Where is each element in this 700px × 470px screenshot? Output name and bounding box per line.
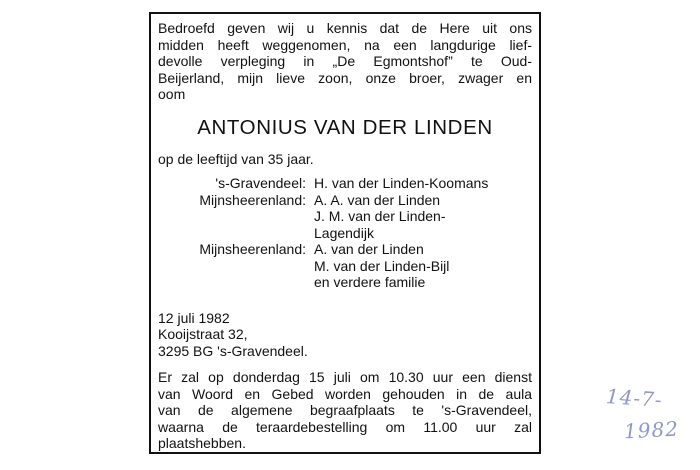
relative-place xyxy=(158,225,306,242)
relative-name: H. van der Linden-Koomans xyxy=(314,175,489,191)
relative-name: A. A. van der Linden xyxy=(314,191,441,208)
relative-place xyxy=(158,258,306,275)
funeral-paragraph xyxy=(158,369,532,452)
relative-name: en verdere familie xyxy=(314,274,426,290)
handwritten-date-line2: 1982 xyxy=(623,416,680,444)
intro-paragraph xyxy=(158,20,532,103)
notice-date: 12 juli 1982 xyxy=(158,309,230,326)
funeral-line: waarna de teraardebestelling om 11.00 uur zal xyxy=(158,418,532,435)
relative-name: M. van der Linden-Bijl xyxy=(314,257,450,274)
funeral-line: plaatshebben. xyxy=(158,435,246,451)
relative-place: Mijnsheerenland: xyxy=(199,191,306,208)
handwritten-date-line1: 14-7- xyxy=(605,384,664,412)
death-notice xyxy=(149,12,541,454)
intro-line: oom xyxy=(158,86,186,102)
relative-name: A. van der Linden xyxy=(314,241,424,257)
funeral-line: Er zal op donderdag 15 juli om 10.30 uur een dienst xyxy=(158,369,532,385)
age-line: op de leeftijd van 35 jaar. xyxy=(158,150,314,167)
date-address-block xyxy=(158,310,532,360)
relative-name: J. M. van der Linden- xyxy=(314,208,446,224)
intro-line: Beijerland, mijn lieve zoon, onze broer, zwager en xyxy=(158,69,532,86)
funeral-line: van de algemene begraafplaats te 's-Gravendeel, xyxy=(158,402,532,418)
relative-place xyxy=(158,208,306,225)
relative-place: 's-Gravendeel: xyxy=(215,175,306,191)
relative-name: Lagendijk xyxy=(314,224,374,241)
intro-line: Bedroefd geven wij u kennis dat de Here uit ons xyxy=(158,20,532,36)
funeral-line: van Woord en Gebed worden gehouden in de aula xyxy=(158,385,532,402)
relatives-list xyxy=(158,175,532,291)
intro-line: devolle verpleging in „De Egmontshof” te Oud- xyxy=(158,53,532,69)
address-city: 3295 BG 's-Gravendeel. xyxy=(158,342,308,359)
relative-place: Mijnsheerenland: xyxy=(199,241,306,257)
address-street: Kooijstraat 32, xyxy=(158,326,248,342)
relative-place xyxy=(158,274,306,291)
deceased-name: ANTONIUS VAN DER LINDEN xyxy=(197,115,493,139)
intro-line: midden heeft weggenomen, na een langdurige lief- xyxy=(158,36,532,53)
